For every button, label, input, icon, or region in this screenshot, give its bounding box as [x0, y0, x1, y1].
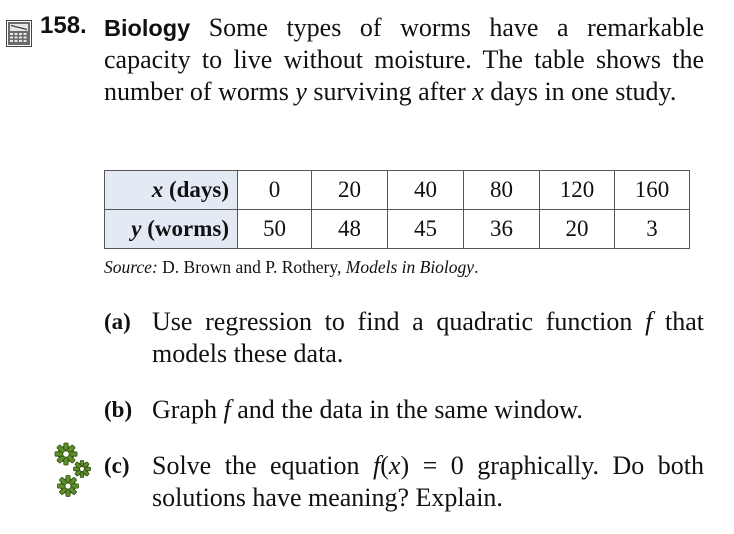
intro-text-3: days in one study. — [483, 77, 677, 106]
table-cell: 120 — [540, 171, 615, 210]
problem-number: 158. — [40, 12, 87, 39]
table-cell: 45 — [388, 210, 464, 249]
table-cell: 48 — [312, 210, 388, 249]
table-cell: 20 — [312, 171, 388, 210]
intro-text-1: Some types of worms have a remarkable capacity to live without moisture. The table shows the number of worms — [104, 13, 704, 106]
intro-var-x: x — [472, 77, 484, 106]
part-a — [104, 306, 704, 370]
calculator-icon — [6, 20, 32, 47]
table-cell: 80 — [464, 171, 540, 210]
table-row-worms — [105, 210, 690, 249]
part-c — [104, 450, 704, 514]
source-prefix: Source: — [104, 257, 158, 277]
table-cell: 36 — [464, 210, 540, 249]
part-c-text: Solve the equation f(x) = 0 graphically. Do both solutions have meaning? Explain. — [152, 451, 705, 512]
source-title: Models in Biology — [345, 257, 475, 277]
part-b — [104, 394, 704, 426]
part-a-label: (a) — [104, 309, 131, 334]
table-cell: 3 — [615, 210, 690, 249]
part-a-text: Use regression to find a quadratic function f that models these data. — [152, 307, 704, 368]
intro-var-y: y — [295, 77, 307, 106]
source-citation — [104, 257, 478, 278]
source-end: . — [474, 257, 479, 277]
table-cell: 20 — [540, 210, 615, 249]
source-authors: D. Brown and P. Rothery, — [157, 257, 346, 277]
problem-topic: Biology — [104, 15, 191, 41]
intro-text-2: surviving after — [306, 77, 473, 106]
worms-data-table — [104, 170, 690, 249]
table-cell: 50 — [238, 210, 312, 249]
table-cell: 160 — [615, 171, 690, 210]
row-header-days: x (days) — [105, 171, 238, 210]
table-cell: 0 — [238, 171, 312, 210]
row-header-worms: y (worms) — [105, 210, 238, 249]
table-cell: 40 — [388, 171, 464, 210]
gears-icon — [52, 442, 96, 500]
part-c-label: (c) — [104, 453, 130, 478]
part-b-text: Graph f and the data in the same window. — [152, 395, 583, 424]
problem-intro — [104, 12, 704, 108]
table-row-days — [105, 171, 690, 210]
part-b-label: (b) — [104, 397, 133, 422]
